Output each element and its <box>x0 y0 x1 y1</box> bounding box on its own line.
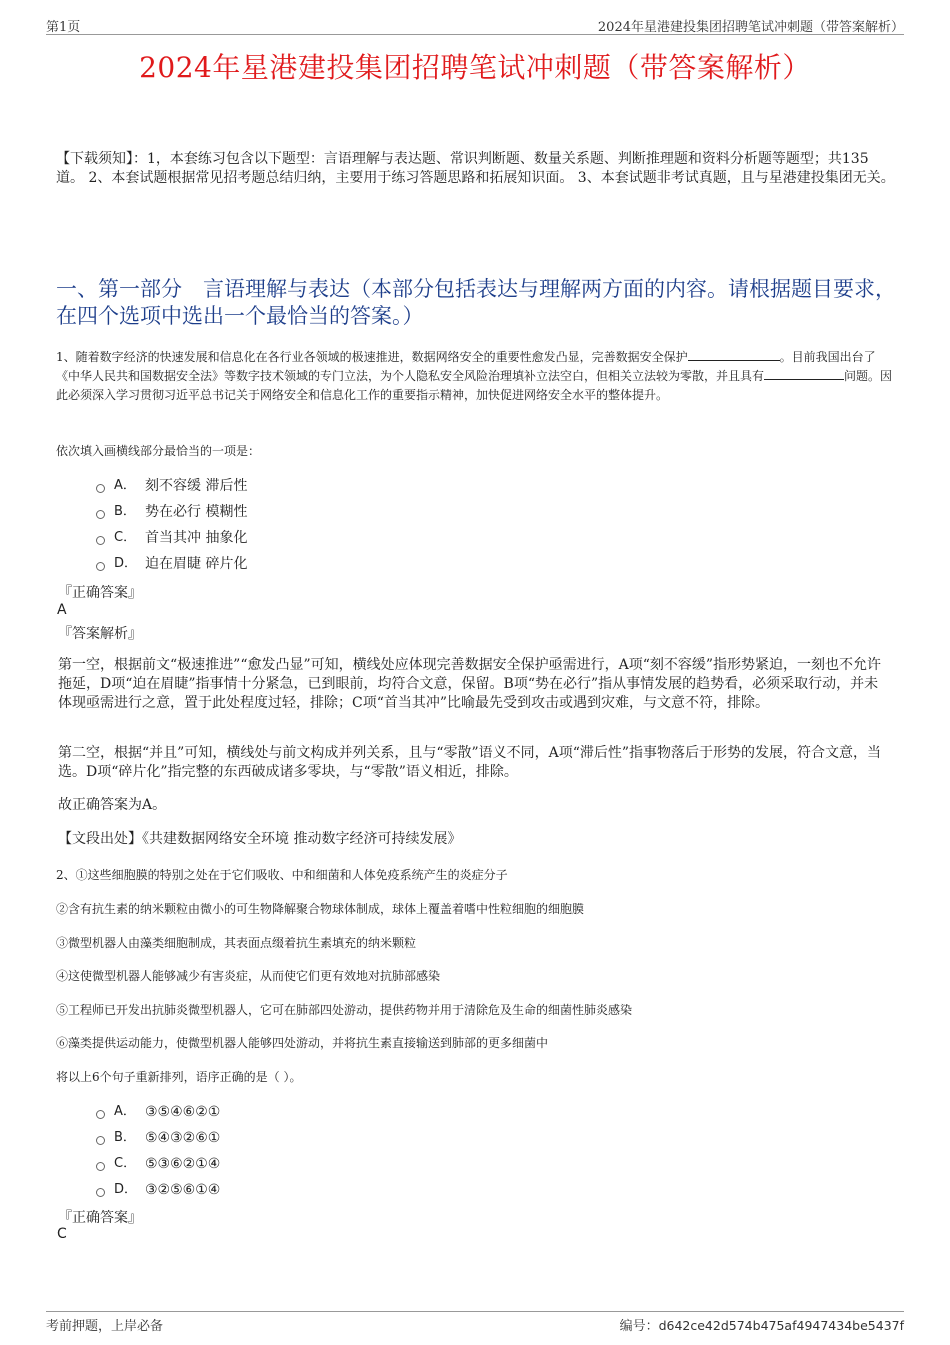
question-2-line: ③微型机器人由藻类细胞制成，其表面点缀着抗生素填充的纳米颗粒 <box>56 936 417 950</box>
answer-label: 『正确答案』 <box>58 585 142 601</box>
question-2-line: ⑥藻类提供运动能力，使微型机器人能够四处游动，并将抗生素直接输送到肺部的更多细菌中 <box>56 1036 549 1050</box>
option-text: ⑤④③②⑥① <box>145 1130 221 1146</box>
option-key: D． <box>114 1182 138 1197</box>
analysis-label: 『答案解析』 <box>58 626 142 642</box>
radio-icon[interactable] <box>96 536 105 545</box>
question-1-text-c: 问题。因此必须深入学习贯彻习近平总书记关于网络安全和信息化工作的重要指示精神，加快促进网络安全水平的整体提升。 <box>56 369 893 402</box>
fill-blank-2 <box>764 367 844 380</box>
code-label: 编号： <box>619 1319 659 1334</box>
question-2-line: ④这使微型机器人能够减少有害炎症，从而使它们更有效地对抗肺部感染 <box>56 969 441 983</box>
question-1-text-b: 。目前我国出台了《中华人民共和国数据安全法》等数字技术领域的专门立法，为个人隐私安全风险治理填补立法空白，但相关立法较为零散，并且具有 <box>56 350 876 383</box>
option-text: 势在必行 模糊性 <box>145 504 248 520</box>
option-key: C． <box>114 1156 137 1171</box>
radio-icon[interactable] <box>96 562 105 571</box>
question-2-line: ②含有抗生素的纳米颗粒由微小的可生物降解聚合物球体制成，球体上覆盖着嗜中性粒细胞的细胞膜 <box>56 902 585 916</box>
question-1-stem <box>56 348 896 405</box>
source-citation: 【文段出处】《共建数据网络安全环境 推动数字经济可持续发展》 <box>58 831 462 847</box>
radio-icon[interactable] <box>96 510 105 519</box>
section-heading: 一、第一部分 言语理解与表达（本部分包括表达与理解两方面的内容。请根据题目要求，在四个选项中选出一个最恰当的答案。） <box>56 277 896 328</box>
footer-slogan: 考前押题，上岸必备 <box>46 1319 164 1334</box>
option-key: B． <box>114 1130 136 1145</box>
option-text: 首当其冲 抽象化 <box>145 530 248 546</box>
page-number: 第1页 <box>46 20 81 35</box>
analysis-paragraph-1: 第一空，根据前文“极速推进”“愈发凸显”可知，横线处应体现完善数据安全保护亟需进行，A项“刻不容缓”指形势紧迫，一刻也不允许拖延，D项“迫在眉睫”指事情十分紧急，已到眼前，均符合文意，保留。B项“势在必行”指从事情发展的趋势看，必须采取行动，并未体现亟需进行之意，置于此处程度过轻，排除；C项“首当其冲”比喻最先受到攻击或遇到灾难，与文意不符，排除。 <box>58 657 882 711</box>
option-key: C． <box>114 530 137 545</box>
answer-value: A <box>57 602 67 618</box>
page-header <box>46 14 904 35</box>
header-doc-title: 2024年星港建投集团招聘笔试冲刺题（带答案解析） <box>597 20 904 35</box>
question-1-text-a: 1、随着数字经济的快速发展和信息化在各行业各领域的极速推进，数据网络安全的重要性愈发凸显，完善数据安全保护 <box>56 350 688 364</box>
page-title: 2024年星港建投集团招聘笔试冲刺题（带答案解析） <box>139 51 811 84</box>
option-text: 刻不容缓 滞后性 <box>145 478 248 494</box>
radio-icon[interactable] <box>96 1110 105 1119</box>
option-key: D． <box>114 556 138 571</box>
option-text: ⑤③⑥②①④ <box>145 1156 221 1172</box>
fill-blank-1 <box>688 348 780 361</box>
option-key: A． <box>114 1104 136 1119</box>
question-2-line: 2、①这些细胞膜的特别之处在于它们吸收、中和细菌和人体免疫系统产生的炎症分子 <box>56 868 508 882</box>
answer-value: C <box>57 1226 67 1242</box>
download-notice: 【下载须知】：1，本套练习包含以下题型：言语理解与表达题、常识判断题、数量关系题、判断推理题和资料分析题等题型；共135道。 2、本套试题根据常见招考题总结归纳，主要用于练习答题思路和拓展知识面。 3、本套试题非考试真题，且与星港建投集团无关。 <box>56 151 895 186</box>
question-2-prompt: 将以上6个句子重新排列，语序正确的是（ ）。 <box>56 1070 302 1084</box>
option-text: ③⑤④⑥②① <box>145 1104 221 1120</box>
page-footer <box>46 1311 904 1332</box>
analysis-conclusion: 故正确答案为A。 <box>58 797 167 813</box>
question-1-prompt: 依次填入画横线部分最恰当的一项是： <box>56 444 261 458</box>
option-text: ③②⑤⑥①④ <box>145 1182 221 1198</box>
answer-label: 『正确答案』 <box>58 1210 142 1226</box>
radio-icon[interactable] <box>96 1188 105 1197</box>
document-code <box>620 1315 904 1334</box>
option-key: B． <box>114 504 136 519</box>
radio-icon[interactable] <box>96 484 105 493</box>
option-key: A． <box>114 478 136 493</box>
analysis-paragraph-2: 第二空，根据“并且”可知，横线处与前文构成并列关系，且与“零散”语义不同，A项“滞后性”指事物落后于形势的发展，符合文意，当选。D项“碎片化”指完整的东西破成诸多零块，与“零散”语义相近，排除。 <box>58 745 882 780</box>
question-2-line: ⑤工程师已开发出抗肺炎微型机器人，它可在肺部四处游动，提供药物并用于清除危及生命的细菌性肺炎感染 <box>56 1003 633 1017</box>
code-value: d642ce42d574b475af4947434be5437f <box>658 1318 904 1333</box>
option-text: 迫在眉睫 碎片化 <box>145 556 248 572</box>
radio-icon[interactable] <box>96 1162 105 1171</box>
radio-icon[interactable] <box>96 1136 105 1145</box>
